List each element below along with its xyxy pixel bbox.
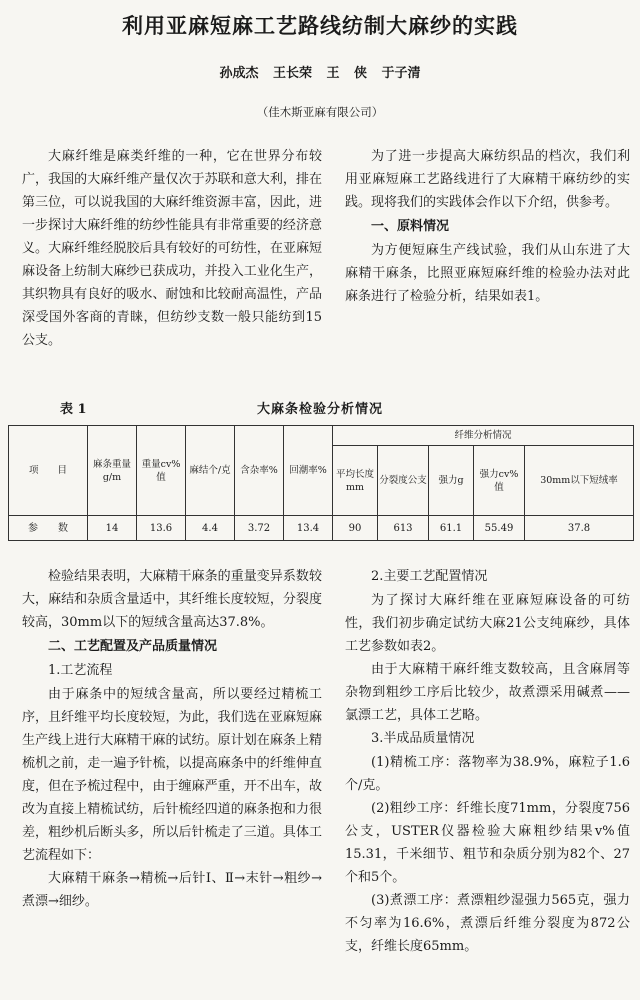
section-heading-raw-material: 一、原料情况 [371,219,450,234]
bleach-paragraph: 由于大麻精干麻纤维支数较高，且含麻屑等杂物到粗纱工序后比较少，故煮漂采用碱煮——氯漂工艺，具体工艺略。 [345,662,630,723]
intro-paragraph: 大麻纤维是麻类纤维的一种，它在世界分布较广，我国的大麻纤维产量仅次于苏联和意大利，排在第三位，可以说我国的大麻纤维资源丰富，因此，进一步探讨大麻纤维的纺纱性能具有非常重要的经济意义。大麻纤维经脱胶后具有较好的可纺性，在亚麻短麻设备上纺制大麻纱已获成功，并投入工业化生产，其织物具有良好的吸水、耐蚀和比较耐高温性，产品深受国外客商的青睐，但纺纱支数一般只能纺到15公支。 [22,149,322,348]
table-row [9,516,634,541]
cell: 3.72 [235,516,284,541]
raw-material-paragraph: 为方便短麻生产线试验，我们从山东进了大麻精干麻条，比照亚麻短麻纤维的检验办法对此麻条进行了检验分析，结果如表1。 [345,243,630,304]
cell: 13.6 [137,516,186,541]
cell: 13.4 [284,516,333,541]
header-fiber-analysis: 纤维分析情况 [333,426,634,446]
config-paragraph: 为了探讨大麻纤维在亚麻短麻设备的可纺性，我们初步确定试纺大麻21公支纯麻纱，具体工艺参数如表2。 [345,593,630,654]
row-label: 参 数 [9,516,88,541]
paper-title: 利用亚麻短麻工艺路线纺制大麻纱的实践 [122,13,518,38]
table-label: 表 1 [60,402,87,417]
header-sliver-weight: 麻条重量g/m [88,426,137,516]
cell: 61.1 [429,516,474,541]
header-item: 项 目 [9,426,88,516]
header-short-fiber: 30mm以下短绒率 [525,446,634,516]
header-strength: 强力g [429,446,474,516]
left-column-top [22,145,322,352]
header-strength-cv: 强力cv%值 [474,446,525,516]
flow-paragraph: 由于麻条中的短绒含量高，所以要经过精梳工序，且纤维平均长度较短，为此，我们选在亚麻短麻生产线上进行大麻精干麻的试纺。原计划在麻条上精梳机之前，走一遍予针梳，以提高麻条中的纤维伸直度，但在予梳过程中，由于缠麻严重，开不出车，故改为直接上精梳试纺，后针梳经四道的麻条抱和力很差，粗纱机后断头多，所以后针梳走了三道。具体工艺流程如下： [22,687,322,863]
right-column-top [345,145,630,308]
roving-paragraph: (2)粗纱工序：纤维长度71mm，分裂度756公支，USTER仪器检验大麻粗纱结果v%值15.31，千米细节、粗节和杂质分别为82个、27个和5个。 [345,801,630,885]
header-fineness: 分裂度公支 [378,446,429,516]
subheading-config: 2.主要工艺配置情况 [371,569,488,584]
left-column-bottom [22,565,322,913]
results-paragraph: 检验结果表明，大麻精干麻条的重量变异系数较大，麻结和杂质含量适中，其纤维长度较短，分裂度较高，30mm以下的短绒含量高达37.8%。 [22,569,322,630]
header-impurity: 含杂率% [235,426,284,516]
cell: 55.49 [474,516,525,541]
cell: 613 [378,516,429,541]
subheading-flow: 1.工艺流程 [48,663,113,678]
analysis-table [8,425,634,541]
table-title: 大麻条检验分析情况 [256,402,383,417]
flow-chain: 大麻精干麻条→精梳→后针Ⅰ、Ⅱ→末针→粗纱→煮漂→细纱。 [22,871,322,909]
header-weight-cv: 重量cv%值 [137,426,186,516]
cell: 90 [333,516,378,541]
header-avg-length: 平均长度mm [333,446,378,516]
cell: 14 [88,516,137,541]
header-neps: 麻结个/克 [186,426,235,516]
boiling-paragraph: (3)煮漂工序：煮漂粗纱湿强力565克，强力不匀率为16.6%，煮漂后纤维分裂度为872公支，纤维长度65mm。 [345,893,630,954]
purpose-paragraph: 为了进一步提高大麻纺织品的档次，我们利用亚麻短麻工艺路线进行了大麻精干麻纺纱的实践。现将我们的实践体会作以下介绍，供参考。 [345,149,630,210]
cell: 4.4 [186,516,235,541]
cell: 37.8 [525,516,634,541]
header-moisture: 回潮率% [284,426,333,516]
affiliation: （佳木斯亚麻有限公司） [256,105,384,119]
section-heading-process: 二、工艺配置及产品质量情况 [48,639,218,654]
combing-paragraph: (1)精梳工序：落物率为38.9%，麻粒子1.6个/克。 [345,755,630,793]
authors: 孙成杰 王长荣 王 侠 于子清 [219,66,421,81]
right-column-bottom [345,565,630,958]
subheading-quality: 3.半成品质量情况 [371,731,475,746]
